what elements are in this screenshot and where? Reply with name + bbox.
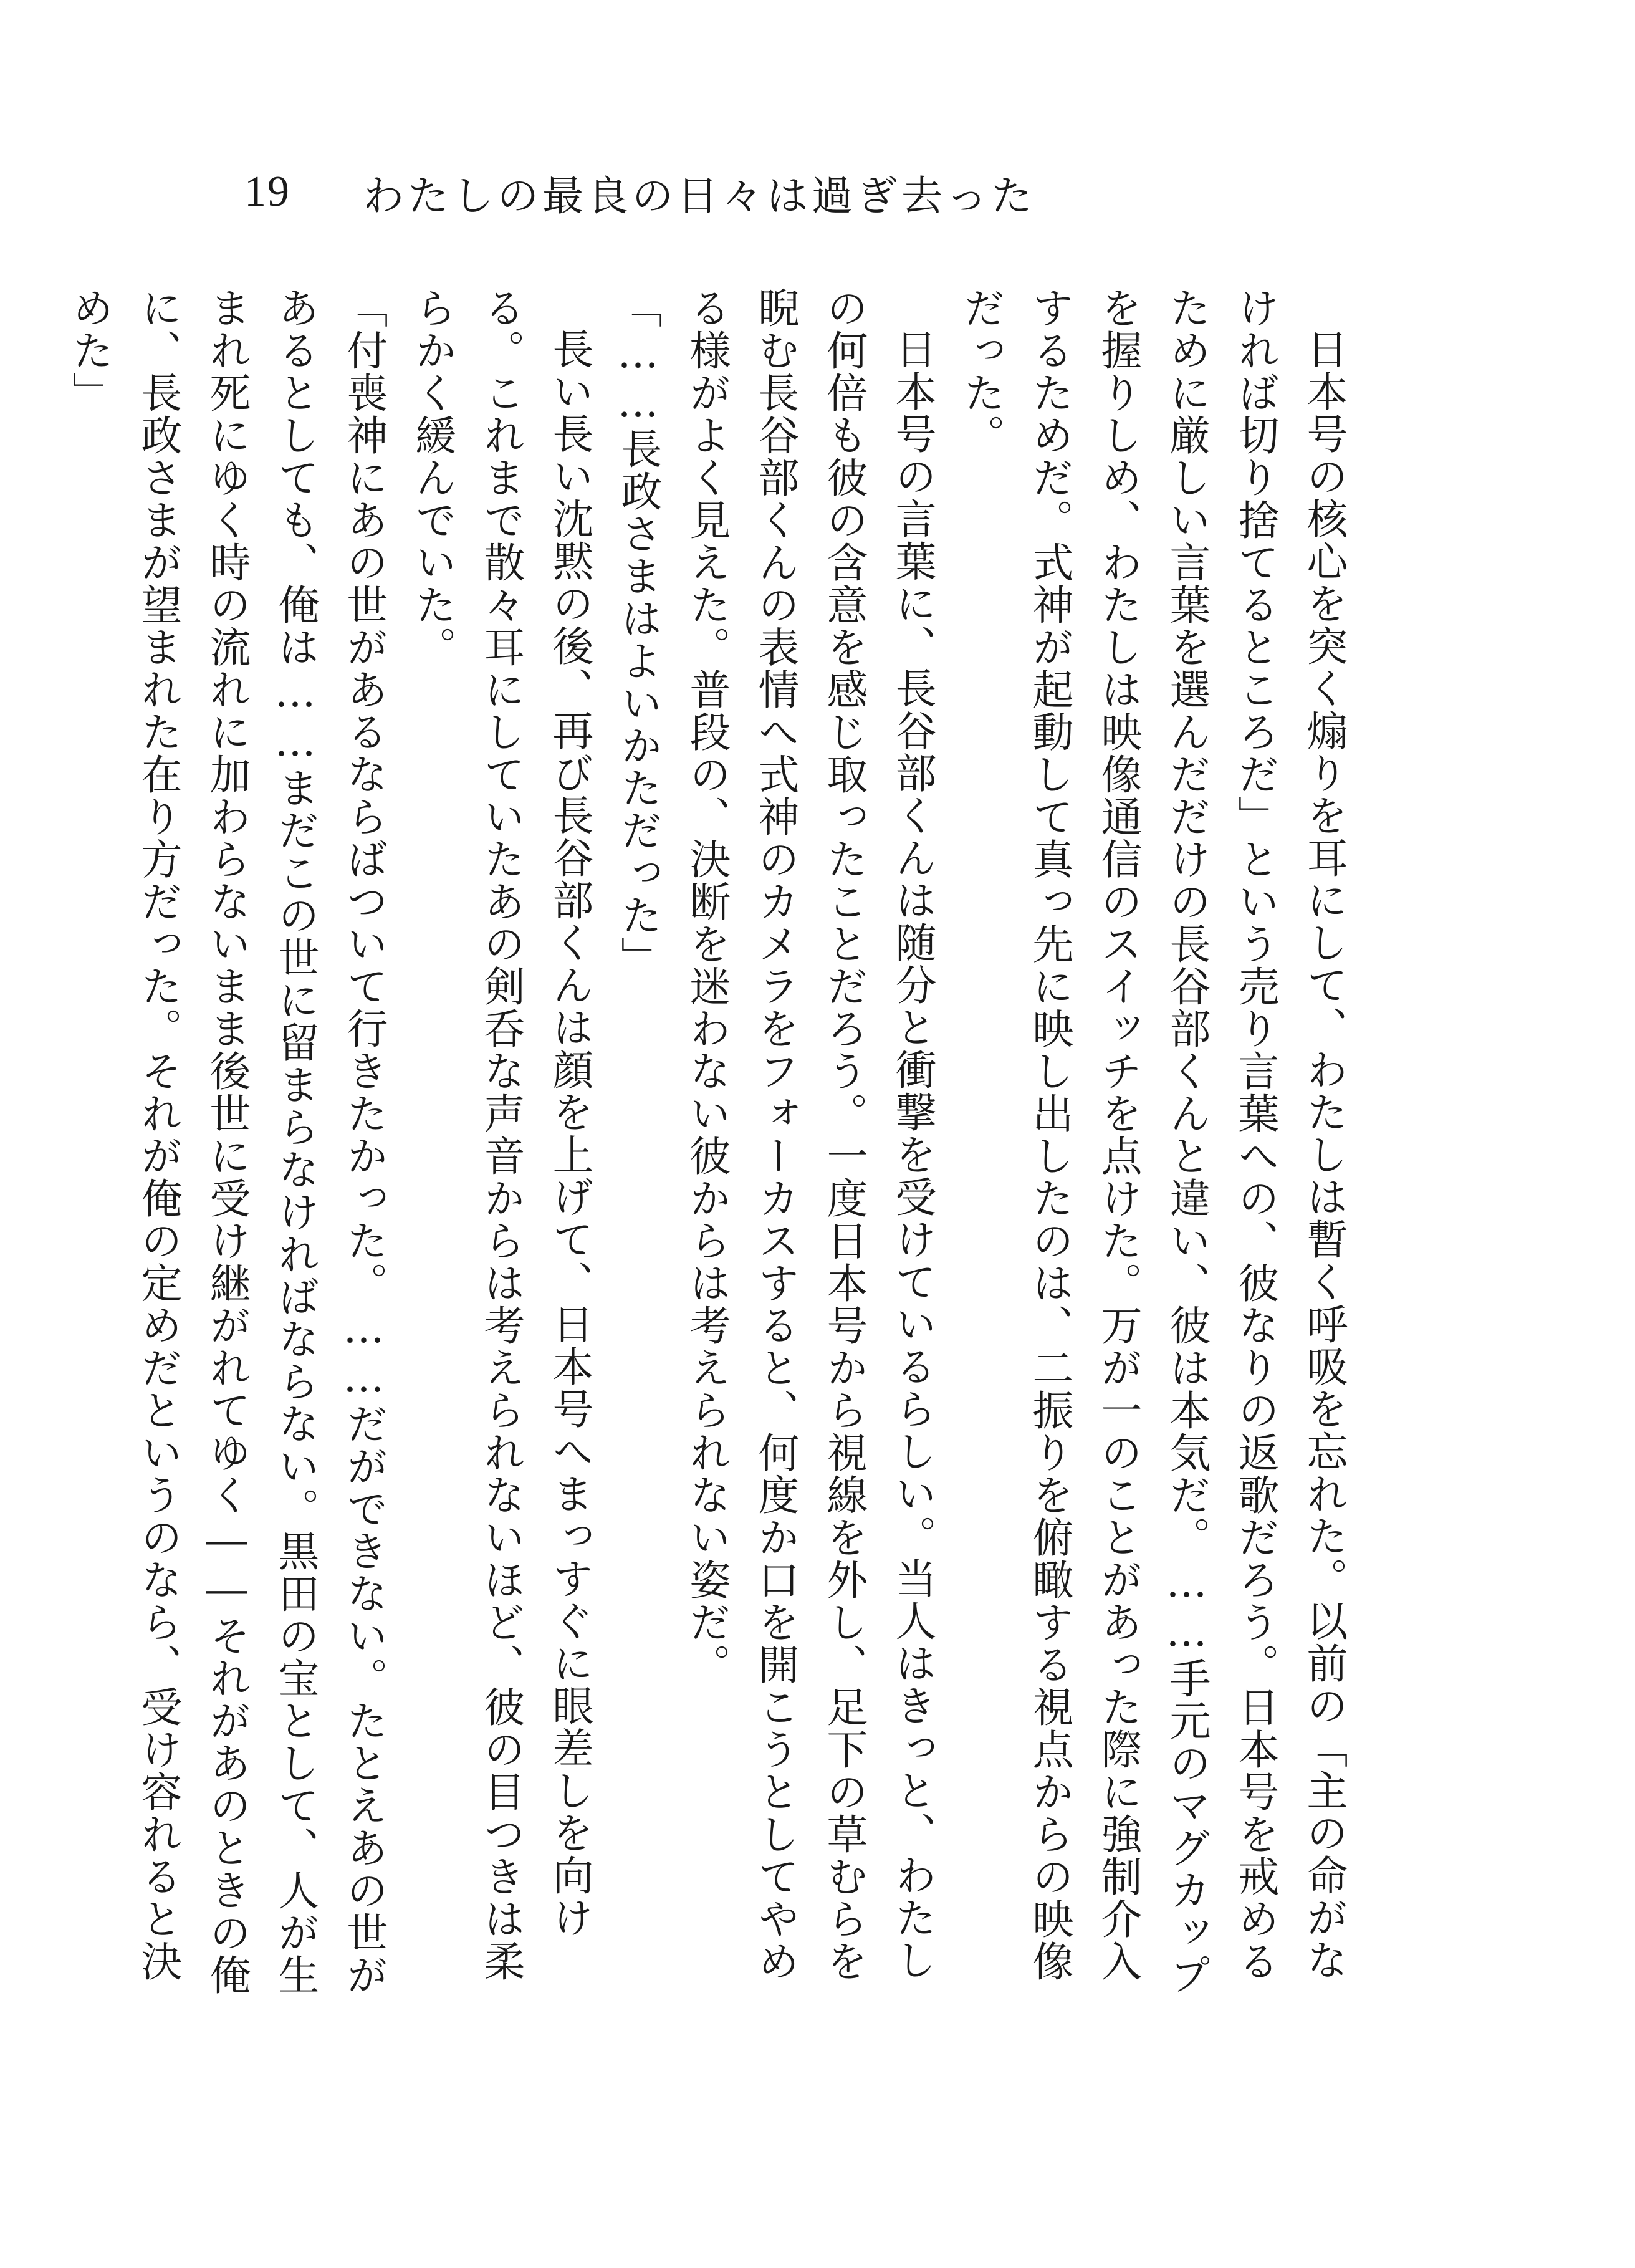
page-number: 19 — [244, 168, 290, 216]
paragraph-2: 日本号の言葉に、長谷部くんは随分と衝撃を受けているらしい。当人はきっと、わたしの何倍も彼の含意を感じ取ったことだろう。一度日本号から視線を外し、足下の草むらを睨む長谷部くんの表情へ式神のカメラをフォーカスすると、何度か口を開こうとしてやめる様がよく見えた。普段の、決断を迷わない彼からは考えられない姿だ。 — [683, 287, 936, 1982]
running-title: わたしの最良の日々は過ぎ去った — [363, 171, 1036, 220]
dialogue-2: 「付喪神にあの世があるならばついて行きたかった。……だができない。たとえあの世があるとしても、俺は……まだこの世に留まらなければならない。黒田の宝として、人が生まれ死にゆく時の流れに加わらないまま後世に受け継がれてゆく――それがあのときの俺に、長政さまが望まれた在り方だった。それが俺の定めだというのなら、受け容れると決めた」 — [65, 287, 388, 1996]
paragraph-3: 長い長い沈黙の後、再び長谷部くんは顔を上げて、日本号へまっすぐに眼差しを向ける。これまで散々耳にしていたあの剣呑な声音からは考えられないほど、彼の目つきは柔らかく緩んでいた。 — [408, 287, 593, 1982]
dialogue-1: 「……長政さまはよいかただった」 — [614, 287, 662, 979]
running-head — [244, 161, 1036, 223]
paragraph-1: 日本号の核心を突く煽りを耳にして、わたしは暫く呼吸を忘れた。以前の「主の命がなければ切り捨てるところだ」という売り言葉への、彼なりの返歌だろう。日本号を戒めるために厳しい言葉を選んだだけの長谷部くんと違い、彼は本気だ。……手元のマグカップを握りしめ、わたしは映像通信のスイッチを点けた。万が一のことがあった際に強制介入するためだ。式神が起動して真っ先に映し出したのは、二振りを俯瞰する視点からの映像だった。 — [957, 287, 1348, 1996]
vertical-body-text — [65, 287, 1358, 2007]
